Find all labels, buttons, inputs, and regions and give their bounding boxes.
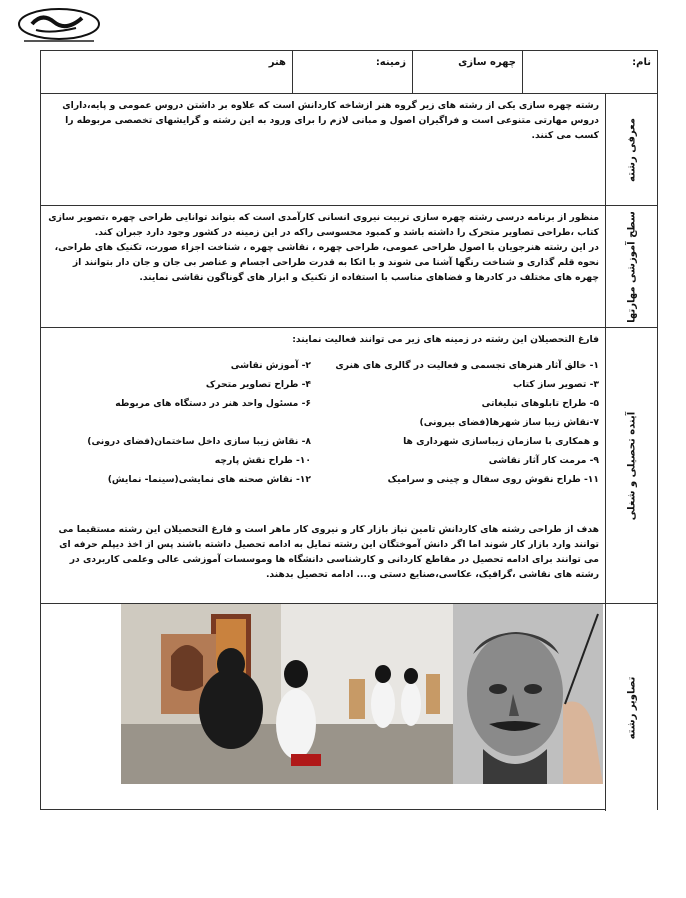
list-item: ۵- طراح تابلوهای تبلیغاتی [481, 398, 599, 409]
logo-icon [14, 6, 104, 46]
intro-title-cell [605, 94, 657, 205]
skill-paragraph-2: در این رشته هنرجویان با اصول طراحی عمومی، طراحی چهره ، نقاشی چهره ، شناخت اجزاء صورت، تکنیک های طراحی، نحوه قلم گذاری و شناخت رنگها آشنا می شوند و با اتکا به قدرت طراحی اجسام و عناصر بی جان و جان دار بتوانند از چهره های مختلف در کادرها و فضاهای مناسب با استفاده از تکنیک و ابزار های گوناگون نقاشی نمایند. [54, 242, 599, 283]
portrait-drawing-photo [453, 604, 603, 784]
name-value: چهره سازی [458, 57, 516, 68]
images-title-cell [605, 604, 657, 811]
future-closing: هدف از طراحی رشته های کاردانش تامین نیاز بازار کار و نیروی کار ماهر است و فارغ التحصیلان این رشته مستقیما می توانند وارد بازار کار شوند اما اگر دانش آموختگان این رشته تمایل به ادامه تحصیل داشته باشند پس از اخذ دیپلم حرفه ای می توانند برای ادامه تحصیل در مقاطع کاردانی و کارشناسی دانشگاه ها وموسسات آموزشی عالی وعلمی کاربردی در رشته های نقاشی ،گرافیک، عکاسی،صنایع دستی و.... ادامه تحصیل بدهند. [58, 524, 599, 580]
skill-paragraph-1: منظور از برنامه درسی رشته چهره سازی تربیت نیروی انسانی کارآمدی است که بتواند توانایی طراحی چهره ،تصویر سازی کتاب ،طراحی تصاویر متحرک را داشته باشد و کمبود محسوسی راکه در این زمینه در کشور وجود دارد جبران کند. [48, 212, 599, 238]
future-lead: فارغ التحصیلان این رشته در زمینه های زیر می توانند فعالیت نمایند: [292, 334, 599, 345]
field-label: زمینه: [375, 57, 406, 68]
list-item: ۸- نقاش زیبا سازی داخل ساختمان(فضای درونی) [87, 436, 311, 447]
list-item: ۳- تصویر ساز کتاب [513, 379, 599, 390]
list-item: ۶- مسئول واحد هنر در دستگاه های مربوطه [115, 398, 311, 409]
list-item: ۱۲- نقاش صحنه های نمایشی(سینما- نمایش) [107, 474, 311, 485]
intro-text: رشته چهره سازی یکی از رشته های زیر گروه هنر ازشاخه کاردانش است که علاوه بر داشتن دروس عمومی و پایه،دارای دروس مهارتی متنوعی است و فراگیران اصول و مبانی لازم را برای ورود به این رشته و گرایشهای تخصصی مربوطه را کسب می کنند. [62, 100, 599, 141]
future-list-left [81, 356, 311, 489]
field-label-cell [292, 51, 412, 93]
images-row [41, 603, 657, 811]
header-row [41, 51, 657, 93]
list-item: ۱۱- طراح نقوش روی سفال و چینی و سرامیک [387, 474, 599, 485]
intro-row [41, 93, 657, 205]
future-title-cell [605, 328, 657, 603]
list-item: ۷-نقاش زیبا ساز شهرها(فضای بیرونی) [419, 417, 599, 428]
skill-content [41, 206, 605, 327]
list-item: ۱۰- طراح نقش پارچه [214, 455, 311, 466]
field-value: هنر [268, 57, 286, 68]
document-table [40, 50, 658, 810]
future-title: آینده تحصیلی و شغلی [626, 411, 637, 520]
images-title: تصاویر رشته [626, 676, 637, 739]
list-item: ۲- آموزش نقاشی [230, 360, 311, 371]
field-value-cell [39, 51, 292, 93]
skill-title-cell [605, 206, 657, 327]
name-cell [522, 51, 657, 93]
name-value-cell [412, 51, 522, 93]
intro-title: معرفی رشته [626, 117, 637, 182]
name-label: نام: [632, 57, 651, 68]
skill-title: سطح آموزشی مهارتها [626, 210, 637, 323]
skill-row [41, 205, 657, 327]
list-item: و همکاری با سازمان زیباسازی شهرداری ها [403, 436, 599, 447]
list-item: ۱- خالق آثار هنرهای تجسمی و فعالیت در گالری های هنری [335, 360, 599, 371]
list-item [81, 413, 311, 432]
classroom-photo [121, 604, 453, 784]
list-item: ۹- مرمت کار آثار نقاشی [488, 455, 599, 466]
list-item: ۴- طراح تصاویر متحرک [205, 379, 311, 390]
future-row [41, 327, 657, 603]
